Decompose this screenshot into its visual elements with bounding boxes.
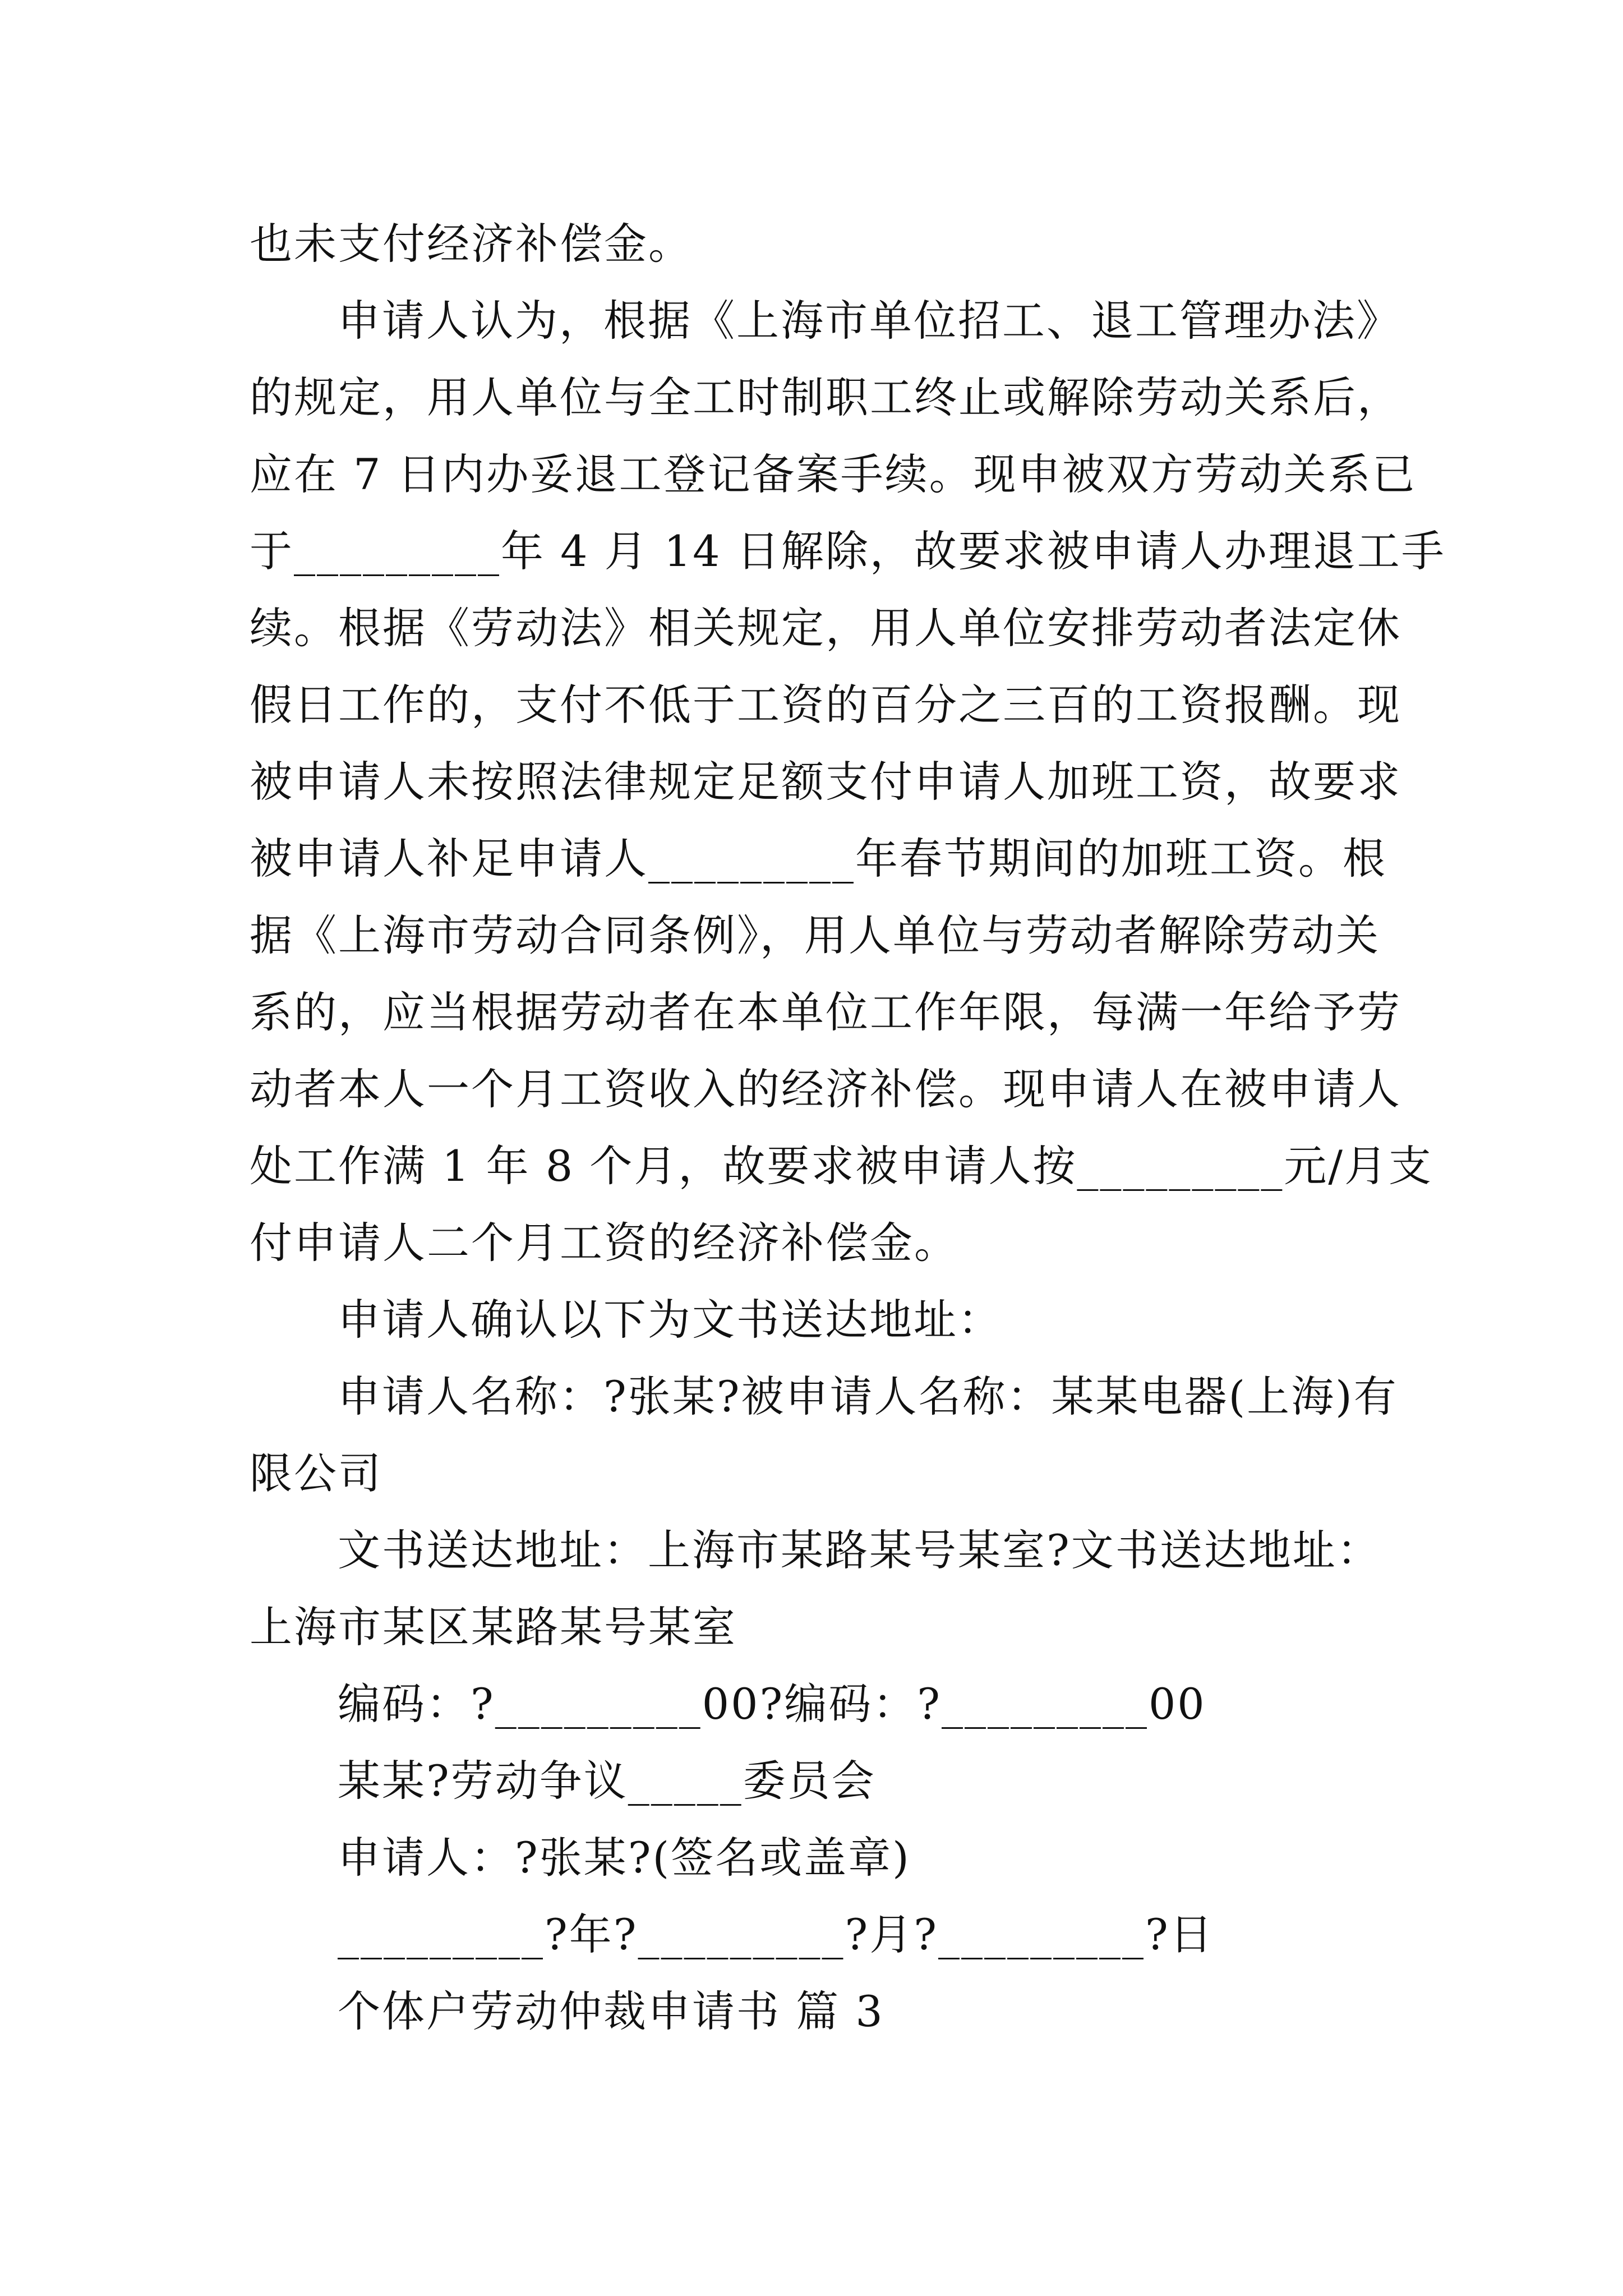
text-line: 被申请人未按照法律规定足额支付申请人加班工资，故要求 bbox=[250, 757, 1401, 807]
paragraph-first-line: 申请人：?张某?(签名或盖章) bbox=[338, 1833, 911, 1883]
text-line: 系的，应当根据劳动者在本单位工作年限，每满一年给予劳 bbox=[250, 987, 1401, 1037]
text-line: 也未支付经济补偿金。 bbox=[250, 219, 693, 269]
text-line: 据《上海市劳动合同条例》，用人单位与劳动者解除劳动关 bbox=[250, 910, 1380, 960]
paragraph-first-line: 申请人认为，根据《上海市单位招工、退工管理办法》 bbox=[338, 296, 1401, 346]
text-line: 上海市某区某路某号某室 bbox=[250, 1602, 737, 1652]
paragraph-first-line: 编码：?_________00?编码：?_________00 bbox=[338, 1679, 1206, 1729]
text-line: 于_________年 4 月 14 日解除，故要求被申请人办理退工手 bbox=[250, 526, 1446, 576]
paragraph-first-line: 文书送达地址：上海市某路某号某室?文书送达地址： bbox=[338, 1525, 1381, 1575]
text-line: 被申请人补足申请人_________年春节期间的加班工资。根 bbox=[250, 834, 1387, 884]
section-heading: 个体户劳动仲裁申请书 篇 3 bbox=[338, 1986, 884, 2036]
text-line: 续。根据《劳动法》相关规定，用人单位安排劳动者法定休 bbox=[250, 603, 1401, 653]
text-line: 限公司 bbox=[250, 1448, 382, 1498]
paragraph-first-line: 某某?劳动争议_____委员会 bbox=[338, 1756, 876, 1806]
text-line: 动者本人一个月工资收入的经济补偿。现申请人在被申请人 bbox=[250, 1064, 1401, 1114]
paragraph-first-line: _________?年?_________?月?_________?日 bbox=[338, 1910, 1214, 1959]
paragraph-first-line: 申请人确认以下为文书送达地址： bbox=[338, 1295, 1002, 1345]
text-line: 付申请人二个月工资的经济补偿金。 bbox=[250, 1218, 958, 1268]
text-line: 的规定，用人单位与全工时制职工终止或解除劳动关系后， bbox=[250, 372, 1401, 422]
paragraph-first-line: 申请人名称：?张某?被申请人名称：某某电器(上海)有 bbox=[338, 1372, 1398, 1421]
text-line: 应在 7 日内办妥退工登记备案手续。现申被双方劳动关系已 bbox=[250, 449, 1417, 499]
text-line: 处工作满 1 年 8 个月，故要求被申请人按_________元/月支 bbox=[250, 1141, 1433, 1191]
text-line: 假日工作的，支付不低于工资的百分之三百的工资报酬。现 bbox=[250, 680, 1401, 730]
